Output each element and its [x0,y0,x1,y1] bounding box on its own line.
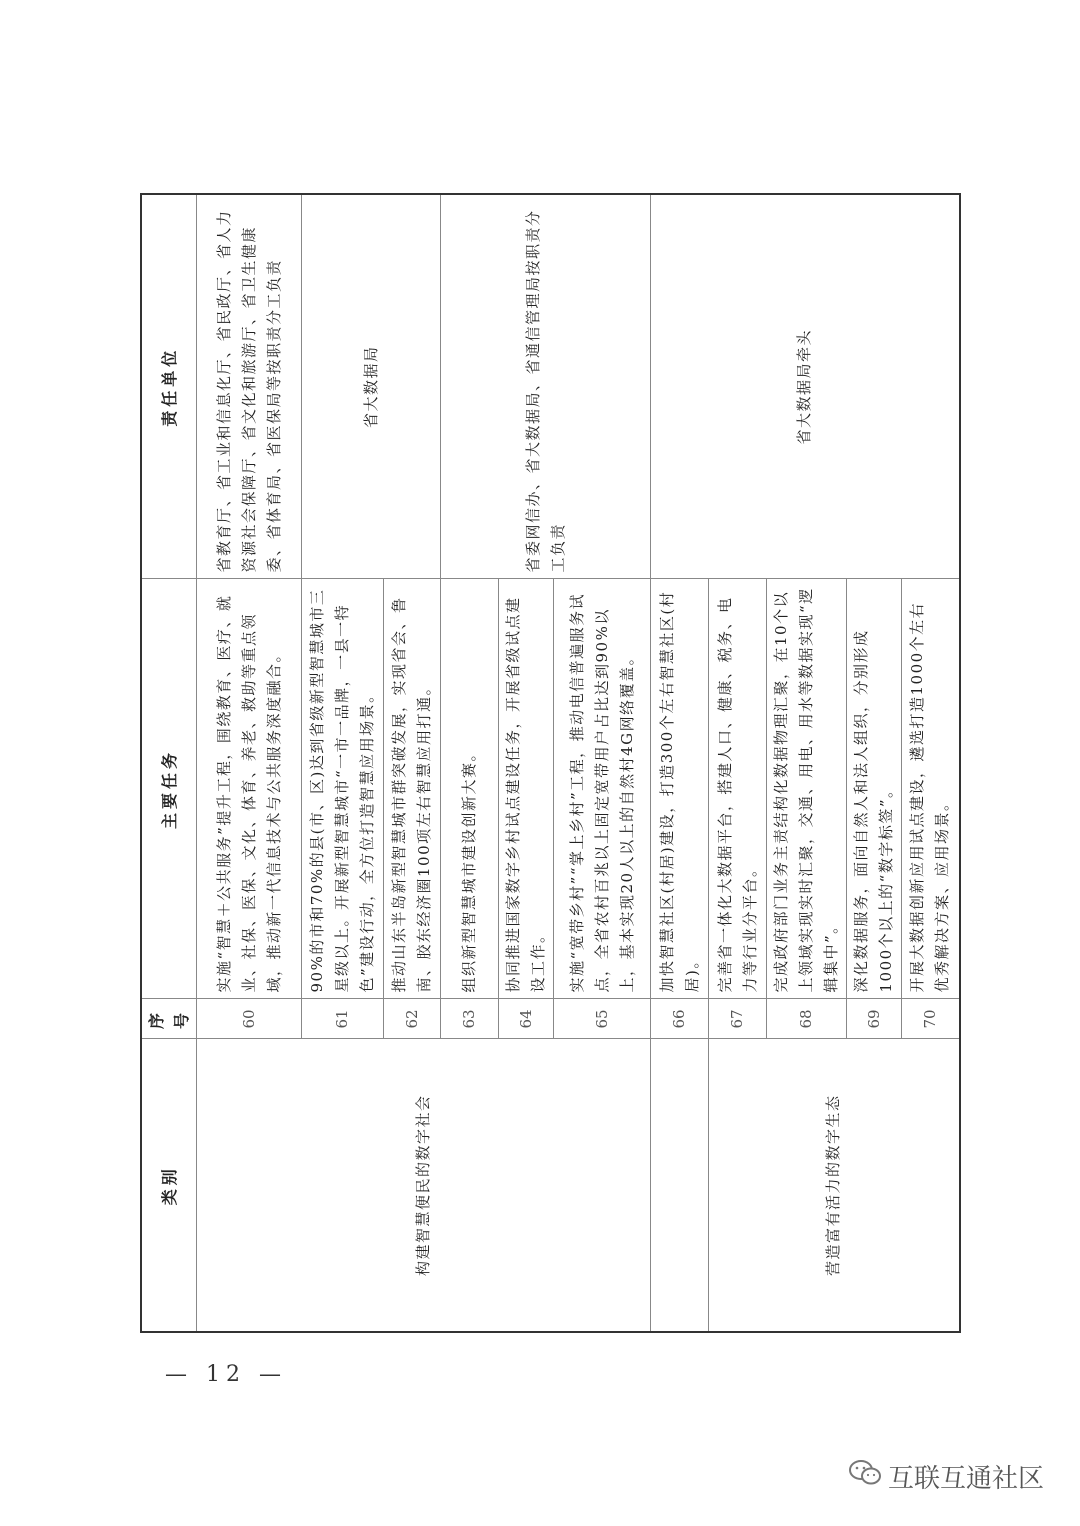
watermark-text: 互联互通社区 [888,1464,1045,1494]
task-cell: 开展大数据创新应用试点建设，遴选打造1000个左右优秀解决方案、应用场景。 [902,579,960,999]
header-seq: 序号 [141,999,197,1039]
seq-cell: 67 [709,999,767,1039]
header-task: 主要任务 [141,579,197,999]
seq-cell: 61 [302,999,384,1039]
task-cell: 协同推进国家数字乡村试点建设任务，开展省级试点建设工作。 [499,579,554,999]
wechat-icon [848,1459,882,1494]
task-cell: 加快智慧社区(村居)建设，打造300个左右智慧社区(村居)。 [651,579,709,999]
table-row [197,194,302,1332]
seq-cell: 68 [767,999,847,1039]
unit-cell: 省委网信办、省大数据局、省通信管理局按职责分工负责 [441,194,651,579]
rotated-table-container [140,195,952,1333]
seq-cell: 62 [384,999,441,1039]
task-cell: 深化数据服务，面向自然人和法人组织，分别形成1000个以上的“数字标签”。 [847,579,902,999]
category-cell-empty [651,1039,709,1332]
task-cell: 完成政府部门业务主责结构化数据物理汇聚，在10个以上领域实现实时汇聚，交通、用电、用水等数据实现“逻辑集中”。 [767,579,847,999]
unit-cell: 省大数据局 [302,194,441,579]
header-category: 类别 [141,1039,197,1332]
seq-cell: 70 [902,999,960,1039]
seq-cell: 63 [441,999,499,1039]
category-cell: 构建智慧便民的数字社会 [197,1039,651,1332]
table-row [651,194,709,1332]
seq-cell: 69 [847,999,902,1039]
task-cell: 完善省一体化大数据平台，搭建人口、健康、税务、电力等行业分平台。 [709,579,767,999]
page-number: — 12 — [165,1362,287,1387]
task-cell: 实施“智慧＋公共服务”提升工程，围绕教育、医疗、就业、社保、医保、文化、体育、养老、救助等重点领域，推动新一代信息技术与公共服务深度融合。 [197,579,302,999]
table-header-row [141,194,197,1332]
seq-cell: 66 [651,999,709,1039]
seq-cell: 60 [197,999,302,1039]
unit-cell: 省教育厅、省工业和信息化厅、省民政厅、省人力资源社会保障厅、省文化和旅游厅、省卫生健康委、省体育局、省医保局等按职责分工负责 [197,194,302,579]
task-cell: 90%的市和70%的县(市、区)达到省级新型智慧城市三星级以上。开展新型智慧城市“一市一品牌，一县一特色”建设行动，全方位打造智慧应用场景。 [302,579,384,999]
header-unit: 责任单位 [141,194,197,579]
seq-cell: 65 [554,999,651,1039]
task-cell: 实施“宽带乡村”“掌上乡村”工程，推动电信普遍服务试点，全省农村百兆以上固定宽带用户占比达到90%以上，基本实现20人以上的自然村4G网络覆盖。 [554,579,651,999]
category-cell: 营造富有活力的数字生态 [709,1039,960,1332]
task-cell: 组织新型智慧城市建设创新大赛。 [441,579,499,999]
task-cell: 推动山东半岛新型智慧城市群突破发展，实现省会、鲁南、胶东经济圈100项左右智慧应用打通。 [384,579,441,999]
unit-cell: 省大数据局牵头 [651,194,960,579]
task-table [140,193,961,1333]
seq-cell: 64 [499,999,554,1039]
watermark [848,1458,1044,1495]
